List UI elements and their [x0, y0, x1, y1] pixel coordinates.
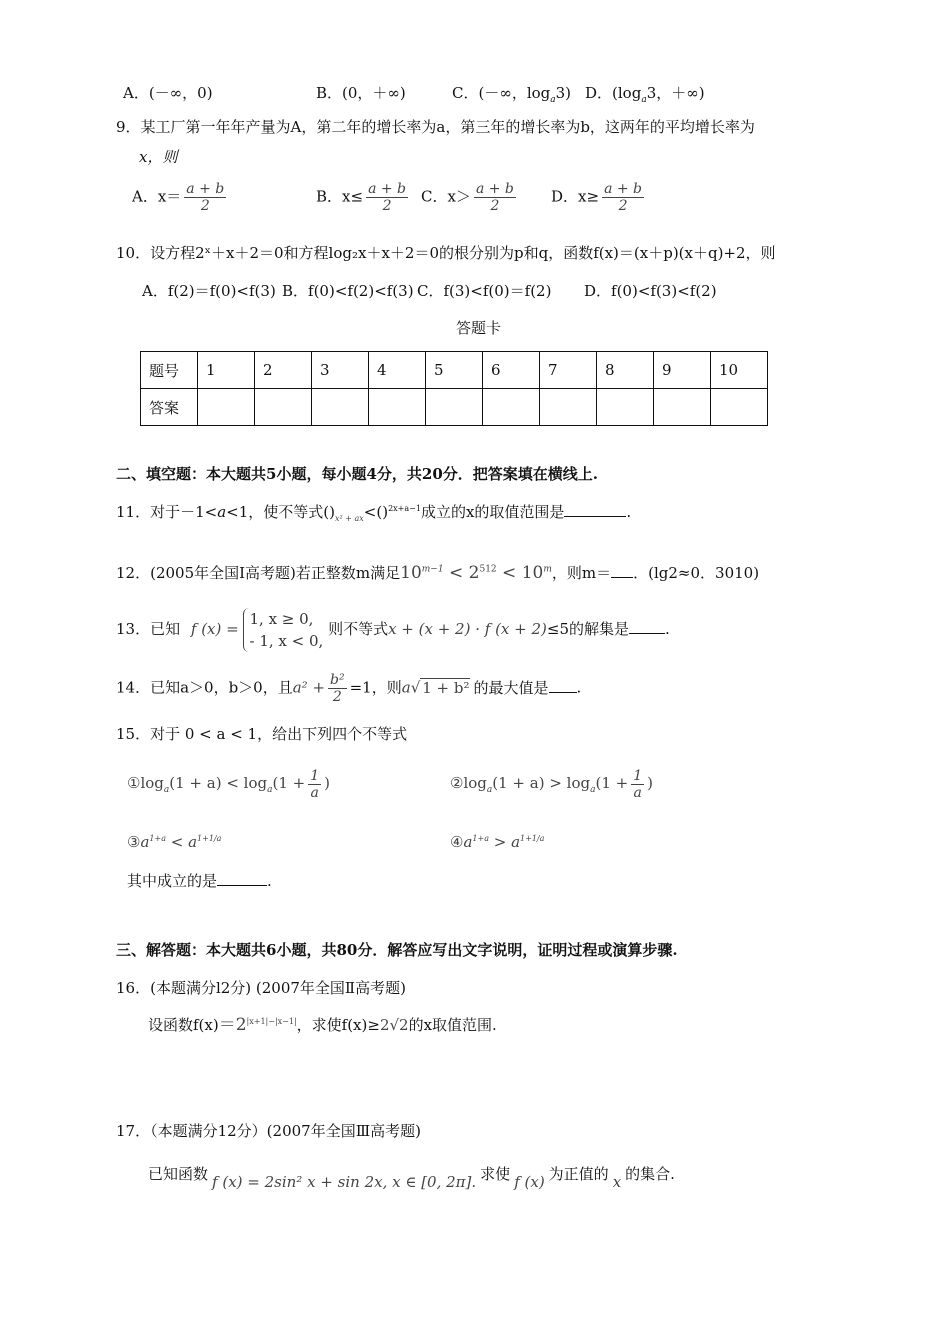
q9-stem-cont: x，则	[139, 148, 178, 166]
answer-cell[interactable]	[654, 389, 711, 426]
q9-option-a: A．x＝ $\frac{a + b}{2}$	[132, 181, 225, 214]
q9-stem: 9．某工厂第一年年产量为A，第二年的增长率为a，第三年的增长率为b，这两年的平均增长率为	[116, 118, 755, 136]
answer-cell[interactable]	[711, 389, 768, 426]
table-cell: 1	[198, 352, 255, 389]
answer-cell[interactable]	[483, 389, 540, 426]
table-cell: 10	[711, 352, 768, 389]
table-cell: 9	[654, 352, 711, 389]
q11: 11．对于－1<a<1，使不等式$()_{x^2 + ax}<()^{2x+a-1}$成立的x的取值范围是 .	[116, 503, 632, 523]
q9-option-b: B．x≤ $\frac{a + b}{2}$	[316, 181, 407, 214]
q15-option-1: $①\log_a(1 + a) < \log_a(1$ + $\frac{1}{a}$ )	[127, 767, 330, 801]
answer-cell[interactable]	[255, 389, 312, 426]
table-cell: 8	[597, 352, 654, 389]
piecewise-cases: 1, x ≥ 0, - 1, x < 0,	[243, 608, 323, 652]
section-3-heading: 三、解答题：本大题共6小题，共80分．解答应写出文字说明，证明过程或演算步骤.	[116, 941, 678, 959]
answer-cell[interactable]	[540, 389, 597, 426]
answer-cell[interactable]	[426, 389, 483, 426]
q15-option-2: $②\log_a(1 + a) > \log_a(1$ + $\frac{1}{a}$ )	[450, 767, 653, 801]
q8-option-b: B．(0，＋∞)	[316, 84, 406, 102]
answer-cell[interactable]	[198, 389, 255, 426]
q15-conclusion: 其中成立的是 .	[127, 872, 272, 890]
q8-option-c: C．(－∞，$\log_a3$)	[452, 84, 572, 105]
table-cell: 题号	[141, 352, 198, 389]
q17-body: 已知函数 f (x) = 2sin² x + sin 2x, x ∈ [0, 2π]. 求使 f (x) 为正值的 x 的集合.	[148, 1165, 675, 1191]
q9-option-d: D．x≥ $\frac{a + b}{2}$	[551, 181, 643, 214]
q15-option-4: $④a^{1+a} > a^{1+1/a}$	[450, 833, 545, 851]
q14-answer-blank[interactable]	[549, 678, 577, 693]
answer-cell[interactable]	[369, 389, 426, 426]
table-cell: 6	[483, 352, 540, 389]
q10-option-a: A．f(2)＝f(0)<f(3)	[142, 282, 276, 300]
answer-cell[interactable]	[312, 389, 369, 426]
q16-body: 设函数$f(x)=2^{|x+1|-|x-1|}$，求使f(x)≥2√2的x取值范围.	[148, 1015, 497, 1035]
q14: 14．已知a＞0，b＞0，且a² + $\frac{\text{b²}}{2}$ =1，则a√ 1 + b² 的最大值是 .	[116, 672, 582, 705]
answer-card-number-row	[141, 352, 768, 389]
q17-header: 17．（本题满分12分）(2007年全国Ⅲ高考题)	[116, 1122, 422, 1140]
q16-header: 16．(本题满分l2分) (2007年全国Ⅱ高考题)	[116, 979, 406, 997]
q15-option-3: $③a^{1+a} < a^{1+1/a}$	[127, 833, 222, 851]
answer-card-title: 答题卡	[456, 319, 502, 337]
q10-option-b: B．f(0)<f(2)<f(3)	[282, 282, 414, 300]
q8-option-d: D．($\log_a3$，＋∞)	[585, 84, 705, 105]
q10-option-d: D．f(0)<f(3)<f(2)	[584, 282, 717, 300]
q9-option-c: C．x＞ $\frac{a + b}{2}$	[421, 181, 514, 214]
table-cell: 7	[540, 352, 597, 389]
table-cell: 5	[426, 352, 483, 389]
table-cell: 2	[255, 352, 312, 389]
table-cell: 3	[312, 352, 369, 389]
section-2-heading: 二、填空题：本大题共5小题，每小题4分，共20分．把答案填在横线上.	[116, 465, 598, 483]
q10-option-c: C．f(3)<f(0)＝f(2)	[417, 282, 552, 300]
answer-card-table	[140, 351, 768, 426]
q12: 12．(2005年全国Ⅰ高考题)若正整数m满足$10^{m-1} < 2^{512} < 10^m$，则m＝ ．(lg2≈0．3010)	[116, 563, 760, 583]
table-cell: 答案	[141, 389, 198, 426]
q10-stem: 10．设方程2ˣ＋x＋2＝0和方程log₂x＋x＋2＝0的根分别为p和q，函数f(x)＝(x＋p)(x＋q)+2，则	[116, 244, 776, 262]
q11-answer-blank[interactable]	[564, 502, 626, 517]
q13-answer-blank[interactable]	[629, 619, 665, 634]
q15-answer-blank[interactable]	[217, 871, 267, 886]
table-cell: 4	[369, 352, 426, 389]
q15-stem: 15．对于 0 < a < 1，给出下列四个不等式	[116, 725, 408, 743]
answer-cell[interactable]	[597, 389, 654, 426]
answer-card-answer-row	[141, 389, 768, 426]
q12-answer-blank[interactable]	[611, 563, 633, 578]
q13: 13．已知 f (x) = 1, x ≥ 0, - 1, x < 0, 则不等式x + (x + 2) · f (x + 2)≤5的解集是 .	[116, 610, 670, 650]
q8-option-a: A．(－∞，0)	[123, 84, 213, 102]
